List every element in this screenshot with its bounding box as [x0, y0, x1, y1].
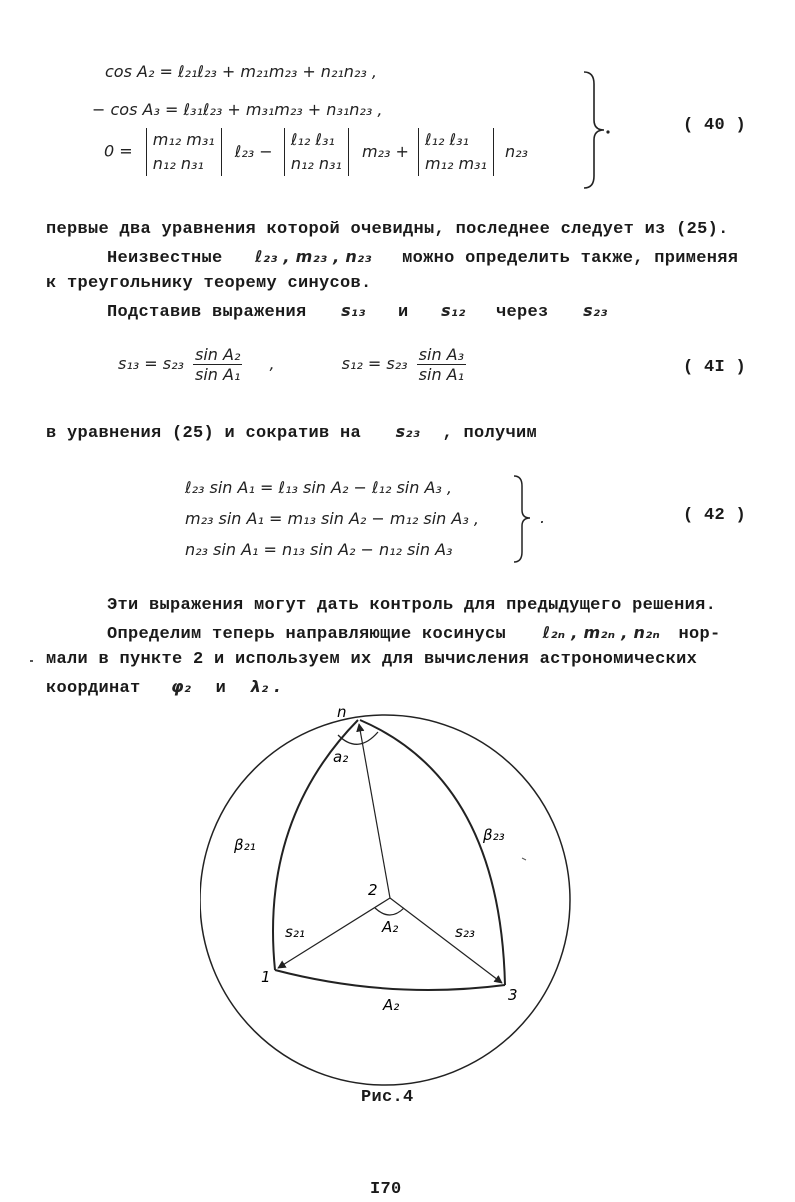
para3-line4-a: координат	[46, 679, 141, 698]
eq40-lhs: 0 =	[104, 141, 133, 161]
para1-line4-s23: s₂₃	[583, 301, 608, 320]
det1-bot: n₁₂ n₃₁	[152, 154, 204, 173]
label-2: 2	[368, 881, 378, 899]
eq42-number: ( 42 )	[683, 506, 747, 525]
label-1: 1	[261, 968, 271, 986]
label-3: 3	[508, 986, 518, 1004]
label-s21: s₂₁	[285, 923, 305, 941]
eq41	[118, 345, 466, 384]
para3-line3: мали в пункте 2 и используем их для вычисления астрономических	[46, 650, 698, 669]
det3-bot: m₁₂ m₃₁	[424, 154, 487, 173]
label-a2: a₂	[333, 748, 349, 766]
eq42-dot: .	[540, 508, 546, 527]
eq40-term3: n₂₃	[504, 141, 528, 161]
tick-mark	[522, 858, 526, 860]
line-2-n	[359, 724, 390, 898]
para3-line1: Эти выражения могут дать контроль для предыдущего решения.	[107, 596, 717, 615]
para1-line2-vars: ℓ₂₃ , m₂₃ , n₂₃	[255, 247, 372, 266]
label-beta23: β₂₃	[483, 826, 505, 844]
para1-line4-s13: s₁₃	[341, 301, 366, 320]
para3-line4-phi: φ₂	[171, 677, 192, 696]
det3-top: ℓ₁₂ ℓ₃₁	[424, 130, 469, 149]
label-beta21: β₂₁	[234, 836, 256, 854]
eq42-line3: n₂₃ sin A₁ = n₁₃ sin A₂ − n₁₂ sin A₃	[185, 540, 453, 559]
eq42-line2: m₂₃ sin A₁ = m₁₃ sin A₂ − m₁₂ sin A₃ ,	[185, 509, 479, 528]
para3-line4-and: и	[215, 679, 227, 698]
eq41-frac1-den: sin A₁	[195, 365, 241, 384]
eq40-det1	[146, 128, 222, 176]
eq40-line3	[104, 128, 528, 176]
angle-A2	[375, 908, 404, 915]
figure-caption: Рис.4	[361, 1088, 414, 1107]
eq40-term1: ℓ₂₃ −	[234, 141, 273, 161]
eq41-right: s₁₂ = s₂₃	[341, 354, 408, 373]
eq40-number: ( 40 )	[683, 116, 747, 135]
para1-line2	[107, 247, 738, 268]
para2-var: s₂₃	[395, 422, 421, 441]
para2-a: в уравнения (25) и сократив на	[46, 424, 362, 443]
line-2-3	[390, 898, 502, 983]
para2-b: , получим	[442, 424, 538, 443]
eq40-det3	[418, 128, 494, 176]
para3-line4-lambda: λ₂ .	[250, 677, 281, 696]
margin-dot	[30, 660, 33, 662]
eq41-comma: ,	[269, 354, 275, 373]
para1-line4-via: через	[496, 303, 549, 322]
para1-line4-a: Подставив выражения	[107, 303, 307, 322]
para1-line4-s12: s₁₂	[441, 301, 466, 320]
eq40-line2: − cos A₃ = ℓ₃₁ℓ₂₃ + m₃₁m₂₃ + n₃₁n₂₃ ,	[92, 100, 383, 119]
det2-top: ℓ₁₂ ℓ₃₁	[290, 130, 335, 149]
para1-line1: первые два уравнения которой очевидны, последнее следует из (25).	[46, 220, 729, 239]
label-s23: s₂₃	[455, 923, 475, 941]
label-n: n	[337, 703, 347, 721]
eq41-left: s₁₃ = s₂₃	[118, 354, 184, 373]
eq41-frac2-den: sin A₁	[418, 365, 465, 384]
para3-line2-b: нор-	[678, 625, 721, 644]
eq40-brace	[580, 70, 610, 190]
arc-bottom	[275, 970, 505, 990]
label-A2-bottom: A₂	[383, 996, 400, 1014]
eq41-frac2-num: sin A₃	[418, 345, 465, 364]
para3-line4	[46, 677, 281, 698]
label-A2-center: A₂	[382, 918, 399, 936]
eq42-line1: ℓ₂₃ sin A₁ = ℓ₁₃ sin A₂ − ℓ₁₂ sin A₃ ,	[185, 478, 452, 497]
eq41-number: ( 4I )	[683, 358, 747, 377]
eq41-frac2	[417, 345, 466, 384]
figure-4	[200, 700, 590, 1090]
det1-top: m₁₂ m₃₁	[152, 130, 215, 149]
para1-line3: к треугольнику теорему синусов.	[46, 274, 372, 293]
eq40-term2: m₂₃ +	[361, 141, 409, 161]
eq40-det2	[284, 128, 349, 176]
para1-line2-a: Неизвестные	[107, 249, 223, 268]
para1-line4	[107, 301, 608, 322]
eq40-line1: cos A₂ = ℓ₂₁ℓ₂₃ + m₂₁m₂₃ + n₂₁n₂₃ ,	[105, 62, 377, 81]
para3-line2	[107, 623, 721, 644]
para3-line2-a: Определим теперь направляющие косинусы	[107, 625, 507, 644]
sphere-circle	[200, 715, 570, 1085]
para3-line2-vars: ℓ₂ₙ , m₂ₙ , n₂ₙ	[542, 623, 661, 642]
eq41-frac1-num: sin A₂	[195, 345, 241, 364]
page-number: I70	[370, 1180, 402, 1199]
eq42-brace	[510, 474, 540, 564]
para2	[46, 422, 537, 443]
para1-line4-and: и	[398, 303, 409, 322]
det2-bot: n₁₂ n₃₁	[290, 154, 342, 173]
eq41-frac1	[193, 345, 242, 384]
para1-line2-b: можно определить также, применяя	[402, 249, 739, 268]
